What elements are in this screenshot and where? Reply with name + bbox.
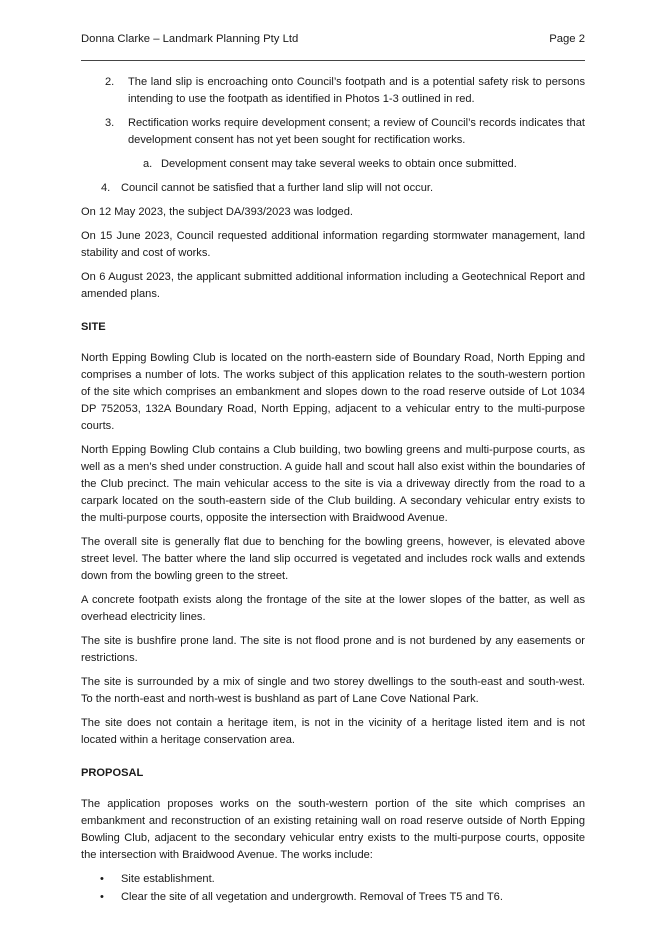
reason-number: 4. <box>101 182 111 194</box>
site-paragraph: North Epping Bowling Club is located on the north-eastern side of Boundary Road, North Epping and comprises a number of lots. The works subject of this application relates to the south-western portion of the site which comprises an embankment and slopes down to the road reserve outside of Lot 1034 DP 752053, 132A Boundary Road, North Epping, adjacent to a vehicular entry to the multi-purpose courts. <box>81 352 585 432</box>
site-heading: SITE <box>81 321 106 333</box>
reason-number: 3. <box>105 117 115 129</box>
header-author: Donna Clarke – Landmark Planning Pty Ltd <box>81 33 299 45</box>
reason-text: The land slip is encroaching onto Council’s footpath and is a potential safety risk to persons intending to use the footpath as identified in Photos 1-3 outlined in red. <box>128 76 585 105</box>
sub-reason-item <box>81 156 585 173</box>
header-divider <box>81 60 585 61</box>
bullet-text: Clear the site of all vegetation and undergrowth. Removal of Trees T5 and T6. <box>121 891 503 903</box>
sub-reason-text: Development consent may take several weeks to obtain once submitted. <box>161 158 517 170</box>
document-body <box>81 74 585 907</box>
bullet-icon: • <box>100 873 104 885</box>
reason-item <box>81 115 585 149</box>
sub-reason-letter: a. <box>143 158 153 170</box>
reason-text: Rectification works require development consent; a review of Council’s records indicates that development consent has not yet been sought for rectification works. <box>128 117 585 146</box>
site-paragraph: North Epping Bowling Club contains a Club building, two bowling greens and multi-purpose courts, as well as a men’s shed under construction. A guide hall and scout hall also exist within the boundaries of the Club precinct. The main vehicular access to the site is via a driveway directly from the road to a carpark located on the south-eastern side of the Club building. A secondary vehicular entry exists to the multi-purpose courts, opposite the intersection with Braidwood Avenue. <box>81 444 585 524</box>
site-paragraph: The site does not contain a heritage item, is not in the vicinity of a heritage listed item and is not located within a heritage conservation area. <box>81 717 585 746</box>
bullet-item <box>81 889 585 906</box>
reason-number: 2. <box>105 76 115 88</box>
bullet-item <box>81 871 585 888</box>
site-paragraph: The site is bushfire prone land. The site is not flood prone and is not burdened by any easements or restrictions. <box>81 635 585 664</box>
reason-item <box>81 74 585 108</box>
page-number: Page 2 <box>549 33 585 45</box>
reason-text: Council cannot be satisfied that a further land slip will not occur. <box>121 182 434 194</box>
bullet-text: Site establishment. <box>121 873 215 885</box>
reason-item <box>81 180 585 197</box>
site-paragraph: The site is surrounded by a mix of single and two storey dwellings to the south-east and south-west. To the north-east and north-west is bushland as part of Lane Cove National Park. <box>81 676 585 705</box>
site-paragraph: The overall site is generally flat due to benching for the bowling greens, however, is elevated above street level. The batter where the land slip occurred is vegetated and includes rock walls and extends down from the bowling green to the street. <box>81 536 585 582</box>
proposal-intro: The application proposes works on the south-western portion of the site which comprises an embankment and reconstruction of an existing retaining wall on road reserve outside of North Epping Bowling Club, adjacent to the secondary vehicular entry exists to the multi-purpose courts, opposite the intersection with Braidwood Avenue. The works include: <box>81 798 585 861</box>
page-header <box>81 31 585 49</box>
history-paragraph: On 15 June 2023, Council requested additional information regarding stormwater management, land stability and cost of works. <box>81 230 585 259</box>
history-paragraph: On 12 May 2023, the subject DA/393/2023 was lodged. <box>81 206 353 218</box>
proposal-heading: PROPOSAL <box>81 767 144 779</box>
history-paragraph: On 6 August 2023, the applicant submitted additional information including a Geotechnical Report and amended plans. <box>81 271 585 300</box>
site-paragraph: A concrete footpath exists along the frontage of the site at the lower slopes of the batter, as well as overhead electricity lines. <box>81 594 585 623</box>
bullet-icon: • <box>100 891 104 903</box>
